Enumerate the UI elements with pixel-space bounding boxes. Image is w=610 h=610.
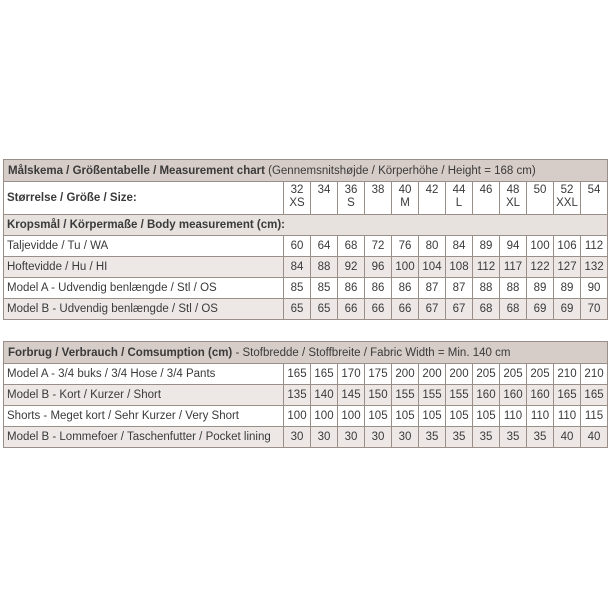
value-cell: 112 bbox=[581, 236, 608, 257]
value-cell: 85 bbox=[284, 278, 311, 299]
size-code: M bbox=[400, 197, 410, 209]
value-cell: 35 bbox=[527, 427, 554, 448]
value-cell: 86 bbox=[365, 278, 392, 299]
size-number: 32 bbox=[290, 184, 304, 196]
value-cell: 110 bbox=[500, 406, 527, 427]
value-cell: 88 bbox=[500, 278, 527, 299]
row-label: Model B - Udvendig benlængde / Stl / OS bbox=[4, 299, 284, 320]
value-cell: 87 bbox=[446, 278, 473, 299]
value-cell: 205 bbox=[473, 364, 500, 385]
value-cell: 104 bbox=[419, 257, 446, 278]
size-cell bbox=[446, 182, 473, 215]
value-cell: 30 bbox=[365, 427, 392, 448]
size-cell bbox=[311, 182, 338, 215]
row-label: Hoftevidde / Hu / HI bbox=[4, 257, 284, 278]
value-cell: 64 bbox=[311, 236, 338, 257]
size-number: 54 bbox=[587, 184, 601, 196]
value-cell: 67 bbox=[446, 299, 473, 320]
value-cell: 100 bbox=[284, 406, 311, 427]
value-cell: 122 bbox=[527, 257, 554, 278]
value-cell: 210 bbox=[554, 364, 581, 385]
value-cell: 127 bbox=[554, 257, 581, 278]
value-cell: 84 bbox=[284, 257, 311, 278]
size-cell bbox=[554, 182, 581, 215]
row-label: Taljevidde / Tu / WA bbox=[4, 236, 284, 257]
value-cell: 89 bbox=[554, 278, 581, 299]
table-row bbox=[4, 364, 608, 385]
value-cell: 150 bbox=[365, 385, 392, 406]
value-cell: 165 bbox=[581, 385, 608, 406]
size-number: 48 bbox=[506, 184, 520, 196]
body-heading: Kropsmål / Körpermaße / Body measurement (cm): bbox=[4, 215, 608, 236]
size-cell bbox=[338, 182, 365, 215]
value-cell: 132 bbox=[581, 257, 608, 278]
value-cell: 165 bbox=[284, 364, 311, 385]
size-number: 34 bbox=[317, 184, 331, 196]
size-number: 46 bbox=[479, 184, 493, 196]
value-cell: 155 bbox=[419, 385, 446, 406]
value-cell: 96 bbox=[365, 257, 392, 278]
value-cell: 35 bbox=[419, 427, 446, 448]
consumption-title: Forbrug / Verbrauch / Comsumption (cm) - Stofbredde / Stoffbreite / Fabric Width = Min. 140 cm bbox=[4, 342, 608, 364]
size-cell bbox=[284, 182, 311, 215]
value-cell: 40 bbox=[554, 427, 581, 448]
consumption-title-row bbox=[4, 342, 608, 364]
value-cell: 100 bbox=[527, 236, 554, 257]
size-code: XXL bbox=[556, 197, 578, 209]
value-cell: 92 bbox=[338, 257, 365, 278]
value-cell: 70 bbox=[581, 299, 608, 320]
value-cell: 105 bbox=[392, 406, 419, 427]
size-cell bbox=[392, 182, 419, 215]
value-cell: 65 bbox=[311, 299, 338, 320]
value-cell: 165 bbox=[311, 364, 338, 385]
value-cell: 72 bbox=[365, 236, 392, 257]
value-cell: 89 bbox=[473, 236, 500, 257]
consumption-table bbox=[3, 341, 608, 448]
value-cell: 205 bbox=[500, 364, 527, 385]
value-cell: 65 bbox=[284, 299, 311, 320]
value-cell: 155 bbox=[446, 385, 473, 406]
value-cell: 67 bbox=[419, 299, 446, 320]
table-row bbox=[4, 278, 608, 299]
value-cell: 68 bbox=[500, 299, 527, 320]
size-cell bbox=[527, 182, 554, 215]
table-row bbox=[4, 236, 608, 257]
measurement-title: Målskema / Größentabelle / Measurement chart (Gennemsnitshøjde / Körperhöhe / Height = 168 cm) bbox=[4, 160, 608, 182]
value-cell: 170 bbox=[338, 364, 365, 385]
table-row bbox=[4, 257, 608, 278]
value-cell: 105 bbox=[419, 406, 446, 427]
size-row bbox=[4, 182, 608, 215]
value-cell: 105 bbox=[446, 406, 473, 427]
value-cell: 35 bbox=[446, 427, 473, 448]
measurement-table bbox=[3, 159, 608, 320]
row-label: Model B - Lommefoer / Taschenfutter / Pocket lining bbox=[4, 427, 284, 448]
size-number: 38 bbox=[371, 184, 385, 196]
row-label: Model B - Kort / Kurzer / Short bbox=[4, 385, 284, 406]
size-cell bbox=[365, 182, 392, 215]
value-cell: 200 bbox=[419, 364, 446, 385]
table-row bbox=[4, 385, 608, 406]
value-cell: 30 bbox=[338, 427, 365, 448]
value-cell: 105 bbox=[473, 406, 500, 427]
value-cell: 135 bbox=[284, 385, 311, 406]
value-cell: 66 bbox=[392, 299, 419, 320]
size-number: 50 bbox=[533, 184, 547, 196]
value-cell: 86 bbox=[338, 278, 365, 299]
table-row bbox=[4, 427, 608, 448]
size-cell bbox=[500, 182, 527, 215]
value-cell: 68 bbox=[473, 299, 500, 320]
size-label: Størrelse / Größe / Size: bbox=[4, 182, 284, 215]
value-cell: 155 bbox=[392, 385, 419, 406]
value-cell: 35 bbox=[473, 427, 500, 448]
size-number: 42 bbox=[425, 184, 439, 196]
value-cell: 110 bbox=[527, 406, 554, 427]
value-cell: 35 bbox=[500, 427, 527, 448]
table-row bbox=[4, 406, 608, 427]
body-heading-row bbox=[4, 215, 608, 236]
value-cell: 69 bbox=[554, 299, 581, 320]
size-code: XS bbox=[289, 197, 305, 209]
value-cell: 200 bbox=[446, 364, 473, 385]
value-cell: 68 bbox=[338, 236, 365, 257]
value-cell: 117 bbox=[500, 257, 527, 278]
size-number: 52 bbox=[560, 184, 574, 196]
value-cell: 160 bbox=[500, 385, 527, 406]
value-cell: 66 bbox=[338, 299, 365, 320]
value-cell: 115 bbox=[581, 406, 608, 427]
value-cell: 160 bbox=[473, 385, 500, 406]
value-cell: 88 bbox=[473, 278, 500, 299]
value-cell: 145 bbox=[338, 385, 365, 406]
value-cell: 87 bbox=[419, 278, 446, 299]
value-cell: 30 bbox=[392, 427, 419, 448]
value-cell: 100 bbox=[392, 257, 419, 278]
value-cell: 160 bbox=[527, 385, 554, 406]
value-cell: 165 bbox=[554, 385, 581, 406]
value-cell: 112 bbox=[473, 257, 500, 278]
size-number: 40 bbox=[398, 184, 412, 196]
size-cell bbox=[581, 182, 608, 215]
value-cell: 66 bbox=[365, 299, 392, 320]
row-label: Model A - Udvendig benlængde / Stl / OS bbox=[4, 278, 284, 299]
size-code: S bbox=[347, 197, 355, 209]
table-row bbox=[4, 299, 608, 320]
value-cell: 90 bbox=[581, 278, 608, 299]
value-cell: 100 bbox=[311, 406, 338, 427]
size-number: 44 bbox=[452, 184, 466, 196]
size-cell bbox=[473, 182, 500, 215]
value-cell: 175 bbox=[365, 364, 392, 385]
value-cell: 84 bbox=[446, 236, 473, 257]
value-cell: 60 bbox=[284, 236, 311, 257]
value-cell: 80 bbox=[419, 236, 446, 257]
value-cell: 205 bbox=[527, 364, 554, 385]
value-cell: 200 bbox=[392, 364, 419, 385]
value-cell: 88 bbox=[311, 257, 338, 278]
value-cell: 89 bbox=[527, 278, 554, 299]
value-cell: 106 bbox=[554, 236, 581, 257]
row-label: Model A - 3/4 buks / 3/4 Hose / 3/4 Pants bbox=[4, 364, 284, 385]
size-number: 36 bbox=[344, 184, 358, 196]
value-cell: 100 bbox=[338, 406, 365, 427]
value-cell: 40 bbox=[581, 427, 608, 448]
value-cell: 30 bbox=[311, 427, 338, 448]
value-cell: 30 bbox=[284, 427, 311, 448]
value-cell: 85 bbox=[311, 278, 338, 299]
size-code: L bbox=[455, 197, 463, 209]
value-cell: 86 bbox=[392, 278, 419, 299]
value-cell: 94 bbox=[500, 236, 527, 257]
value-cell: 69 bbox=[527, 299, 554, 320]
value-cell: 210 bbox=[581, 364, 608, 385]
value-cell: 140 bbox=[311, 385, 338, 406]
value-cell: 105 bbox=[365, 406, 392, 427]
value-cell: 108 bbox=[446, 257, 473, 278]
size-code: XL bbox=[505, 197, 521, 209]
measurement-title-row bbox=[4, 160, 608, 182]
size-cell bbox=[419, 182, 446, 215]
row-label: Shorts - Meget kort / Sehr Kurzer / Very Short bbox=[4, 406, 284, 427]
value-cell: 110 bbox=[554, 406, 581, 427]
value-cell: 76 bbox=[392, 236, 419, 257]
